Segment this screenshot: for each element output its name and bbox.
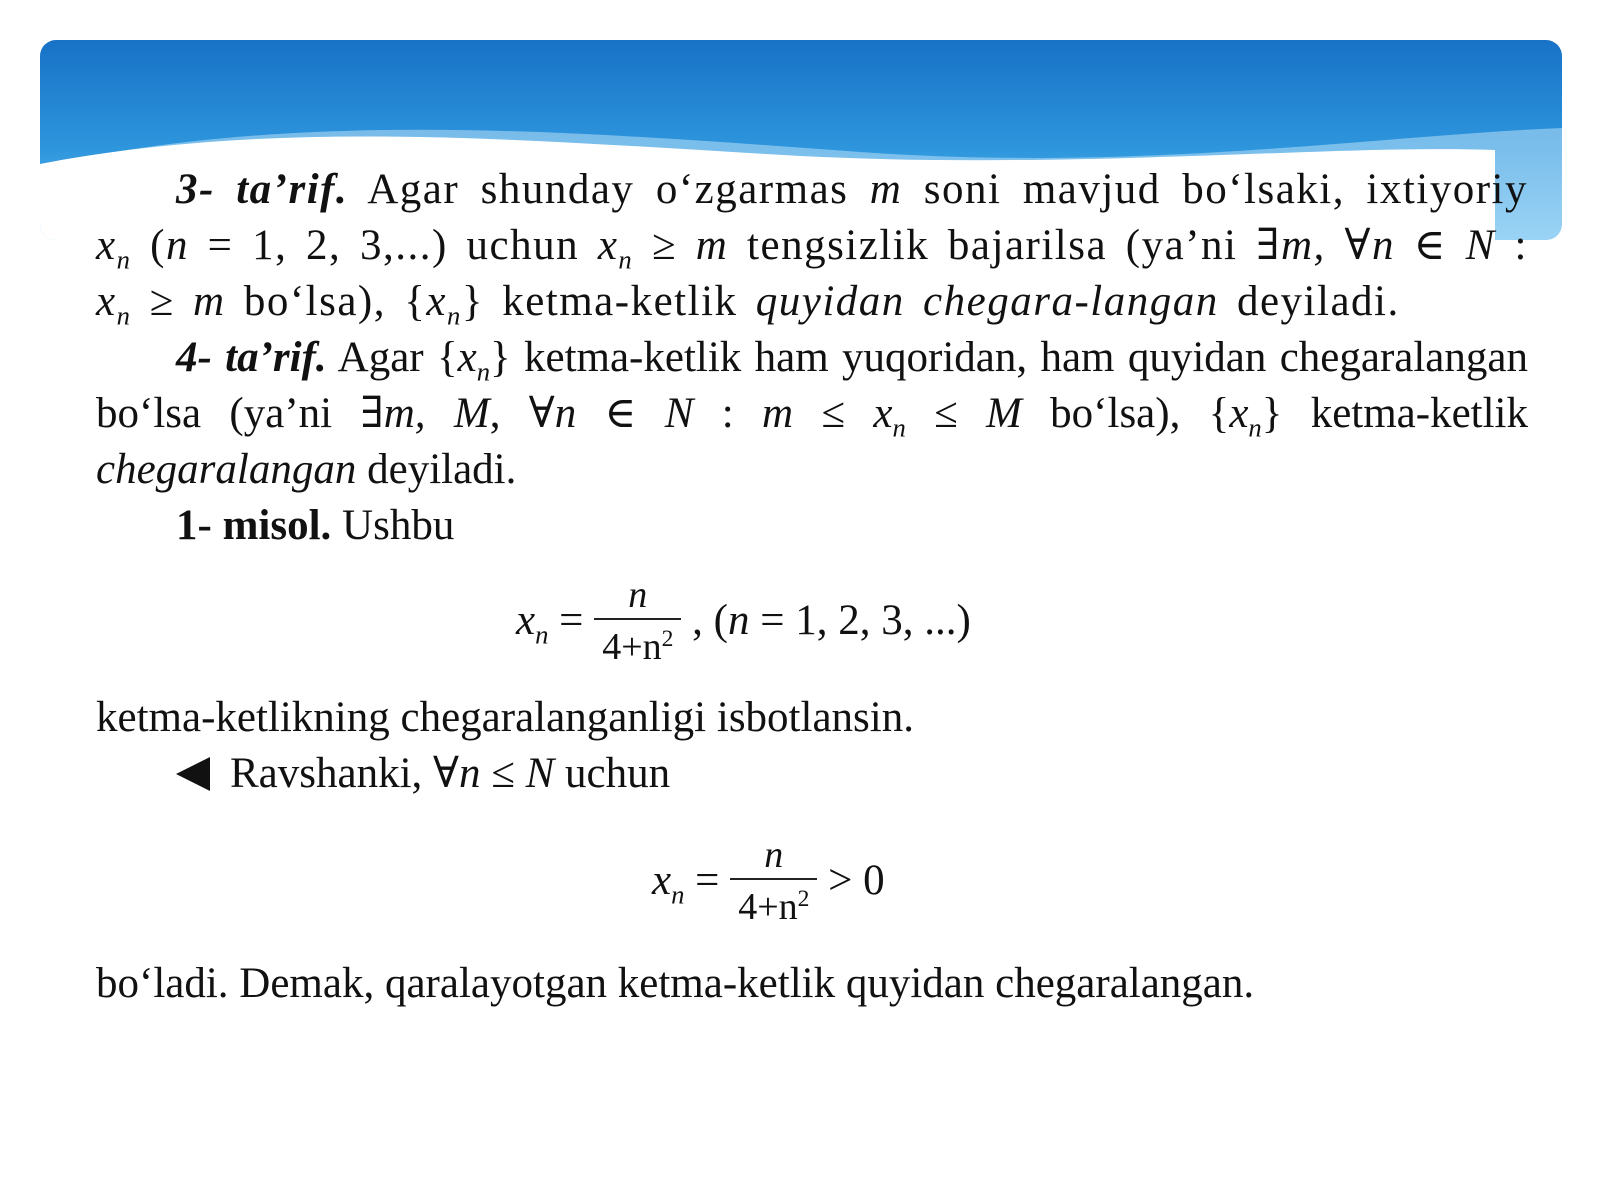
definition-4: 4- ta’rif. Agar $\{x_n\}$ ketma-ketlik ham yuqoridan, ham quyidan chegaralangan bo‘lsa (ya’ni ∃m, M, ∀n ∈ N : $m \le x_n \le M$ bo‘lsa), $\{x_n\}$ ketma-ketlik chegaralangan deyiladi.	[96, 334, 1529, 493]
fraction-n-over-4-plus-n-squared: $\frac{n}{4+n^2}$	[730, 832, 817, 930]
proof-intro: Ravshanki, ∀n ≤ N uchun	[96, 746, 1528, 802]
example-1-task: ketma-ketlikning chegaralanganligi isbotlansin.	[96, 694, 914, 741]
defined-term: chegaralangan	[96, 446, 357, 493]
quantifier-expression: ∃m, ∀n ∈ N	[1256, 222, 1496, 269]
defined-term: quyidan chegara-langan	[755, 278, 1219, 325]
document-body	[96, 162, 1528, 1012]
conclusion: bo‘ladi. Demak, qaralayotgan ketma-ketlik quyidan chegaralangan.	[96, 960, 1255, 1007]
fraction-n-over-4-plus-n-squared: $\frac{n}{4+n^2}$	[594, 572, 681, 670]
definition-3: 3- ta’rif. Agar shunday o‘zgarmas m soni mavjud bo‘lsaki, ixtiyoriy $x_n$ (n = 1, 2, 3,...) uchun $x_n \ge m$ tengsizlik bajarilsa (ya’ni ∃m, ∀n ∈ N : $x_n \ge m$ bo‘lsa), $\{x_n\}$ ketma-ketlik quyidan chegara-langan deyiladi.	[96, 166, 1529, 331]
definition-3-heading: 3- ta’rif.	[176, 166, 349, 213]
formula-sequence-definition: $x_n$ = $\frac{n}{4+n^2}$ , (n = 1, 2, 3, ...)	[516, 574, 971, 668]
formula-positive-sequence: $x_n$ = $\frac{n}{4+n^2}$ > 0	[652, 834, 885, 928]
definition-4-heading: 4- ta’rif.	[176, 334, 327, 381]
proof-start-triangle-icon	[176, 757, 210, 791]
example-1: 1- misol. Ushbu	[176, 502, 455, 549]
example-1-heading: 1- misol.	[176, 502, 332, 549]
